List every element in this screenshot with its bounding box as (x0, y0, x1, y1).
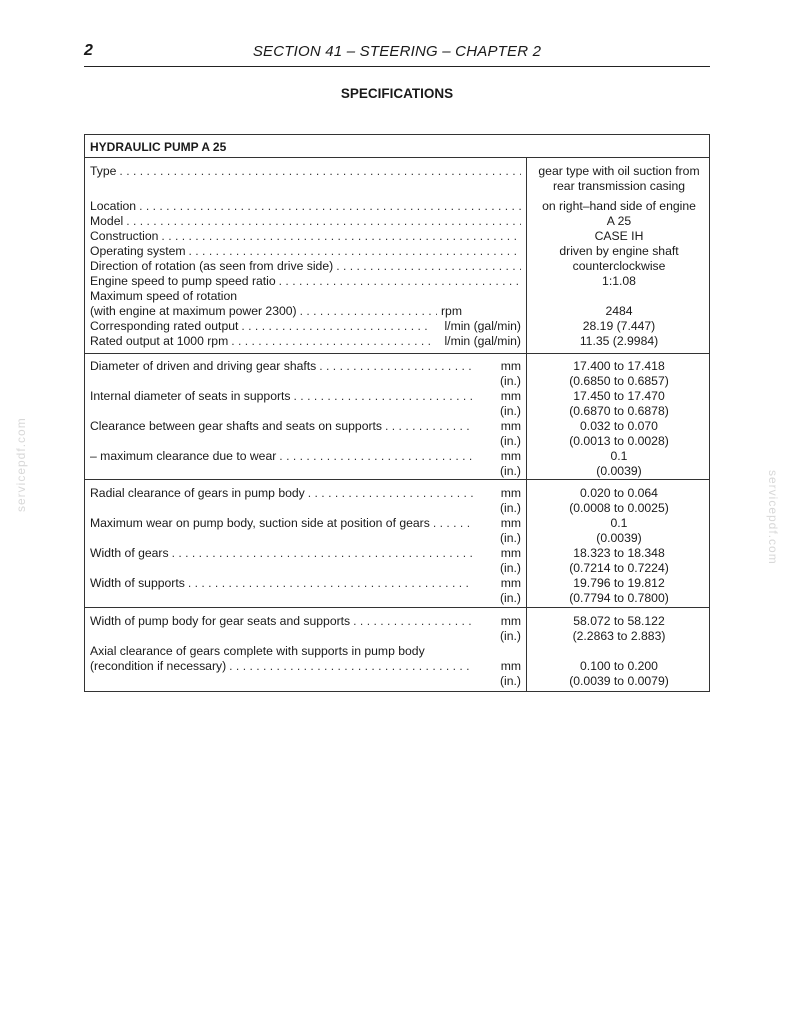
operating-value: driven by engine shaft (559, 244, 679, 258)
maxspeed-value: 2484 (605, 304, 633, 318)
location-row: Location . . . (90, 199, 521, 214)
radial-clearance-row: Radial clearance of gears in pump body . . . mm (90, 486, 521, 501)
seat-diameter-in: (0.6870 to 0.6878) (569, 404, 669, 418)
shaft-clearance-row: Clearance between gear shafts and seats on supports . . . mm (90, 419, 521, 434)
model-value: A 25 (606, 214, 632, 228)
axial-clearance-in-row: (in.) (500, 674, 521, 688)
support-width-in: (0.7794 to 0.7800) (569, 591, 669, 605)
model-row: Model . . . (90, 214, 521, 229)
seat-diameter-in-row: (in.) (500, 404, 521, 418)
rated-output-row: Rated output at 1000 rpm . . . l/min (gal/min) (90, 334, 521, 349)
shaft-diameter-row: Diameter of driven and driving gear shafts . . . mm (90, 359, 521, 374)
shaft-diameter-mm: 17.400 to 17.418 (573, 359, 665, 373)
max-clearance-mm: 0.1 (610, 449, 628, 463)
corresponding-output-unit: l/min (gal/min) (444, 319, 521, 333)
section-title: SECTION 41 – STEERING – CHAPTER 2 (252, 43, 542, 60)
shaft-diameter-in-row: (in.) (500, 374, 521, 388)
gear-width-in: (0.7214 to 0.7224) (569, 561, 669, 575)
shaft-diameter-in: (0.6850 to 0.6857) (569, 374, 669, 388)
max-wear-row: Maximum wear on pump body, suction side at position of gears . . . mm (90, 516, 521, 531)
corresponding-output-row: Corresponding rated output . . . l/min (gal/min) (90, 319, 521, 334)
seat-diameter-row: Internal diameter of seats in supports . . . mm (90, 389, 521, 404)
seat-diameter-mm: 17.450 to 17.470 (573, 389, 665, 403)
gear-width-mm: 18.323 to 18.348 (573, 546, 665, 560)
maxspeed-unit: rpm (441, 304, 462, 318)
specifications-heading: SPECIFICATIONS (340, 86, 454, 101)
gear-width-in-row: (in.) (500, 561, 521, 575)
body-width-in-row: (in.) (500, 629, 521, 643)
axial-clearance-in: (0.0039 to 0.0079) (569, 674, 669, 688)
body-width-row: Width of pump body for gear seats and supports . . . mm (90, 614, 521, 629)
max-wear-in: (0.0039) (596, 531, 642, 545)
support-width-row: Width of supports . . . mm (90, 576, 521, 591)
construction-row: Construction . . . (90, 229, 521, 244)
shaft-clearance-in-row: (in.) (500, 434, 521, 448)
radial-clearance-in-row: (in.) (500, 501, 521, 515)
spec-table (84, 134, 710, 692)
location-value: on right–hand side of engine (542, 199, 696, 213)
table-title-row (85, 135, 709, 158)
max-clearance-in: (0.0039) (596, 464, 642, 478)
type-row: Type . . . (90, 164, 521, 179)
shaft-clearance-mm: 0.032 to 0.070 (580, 419, 658, 433)
watermark-right: servicepdf.com (766, 470, 780, 565)
page-number: 2 (84, 42, 93, 59)
operating-row: Operating system . . . (90, 244, 521, 259)
max-wear-mm: 0.1 (610, 516, 628, 530)
gear-width-row: Width of gears . . . mm (90, 546, 521, 561)
construction-value: CASE IH (594, 229, 644, 243)
section-divider (85, 479, 709, 480)
watermark-left: servicepdf.com (14, 417, 28, 512)
ratio-value: 1:1.08 (602, 274, 636, 288)
rotation-value: counterclockwise (572, 259, 666, 273)
max-clearance-row: – maximum clearance due to wear . . . mm (90, 449, 521, 464)
max-wear-in-row: (in.) (500, 531, 521, 545)
support-width-mm: 19.796 to 19.812 (573, 576, 665, 590)
max-clearance-in-row: (in.) (500, 464, 521, 478)
rated-output-value: 11.35 (2.9984) (579, 334, 659, 348)
page-header (84, 42, 710, 67)
support-width-in-row: (in.) (500, 591, 521, 605)
type-value-1: gear type with oil suction from (538, 164, 700, 178)
ratio-row: Engine speed to pump speed ratio . . . (90, 274, 521, 289)
body-width-mm: 58.072 to 58.122 (573, 614, 665, 628)
maxspeed-label-row: Maximum speed of rotation (90, 289, 237, 303)
rotation-row: Direction of rotation (as seen from drive side) . . . (90, 259, 521, 274)
section-divider (85, 607, 709, 608)
corresponding-output-value: 28.19 (7.447) (582, 319, 656, 333)
radial-clearance-in: (0.0008 to 0.0025) (569, 501, 669, 515)
radial-clearance-mm: 0.020 to 0.064 (580, 486, 658, 500)
rated-output-unit: l/min (gal/min) (444, 334, 521, 348)
axial-clearance-mm: 0.100 to 0.200 (580, 659, 658, 673)
axial-clearance-label-row: Axial clearance of gears complete with supports in pump body (90, 644, 425, 658)
body-width-in: (2.2863 to 2.883) (572, 629, 666, 643)
section-divider (85, 353, 709, 354)
table-title: HYDRAULIC PUMP A 25 (90, 140, 227, 154)
shaft-clearance-in: (0.0013 to 0.0028) (569, 434, 669, 448)
type-value-2: rear transmission casing (552, 179, 686, 193)
maxspeed-row: (with engine at maximum power 2300) . . . rpm (90, 304, 521, 319)
axial-clearance-row: (recondition if necessary) . . . mm (90, 659, 521, 674)
